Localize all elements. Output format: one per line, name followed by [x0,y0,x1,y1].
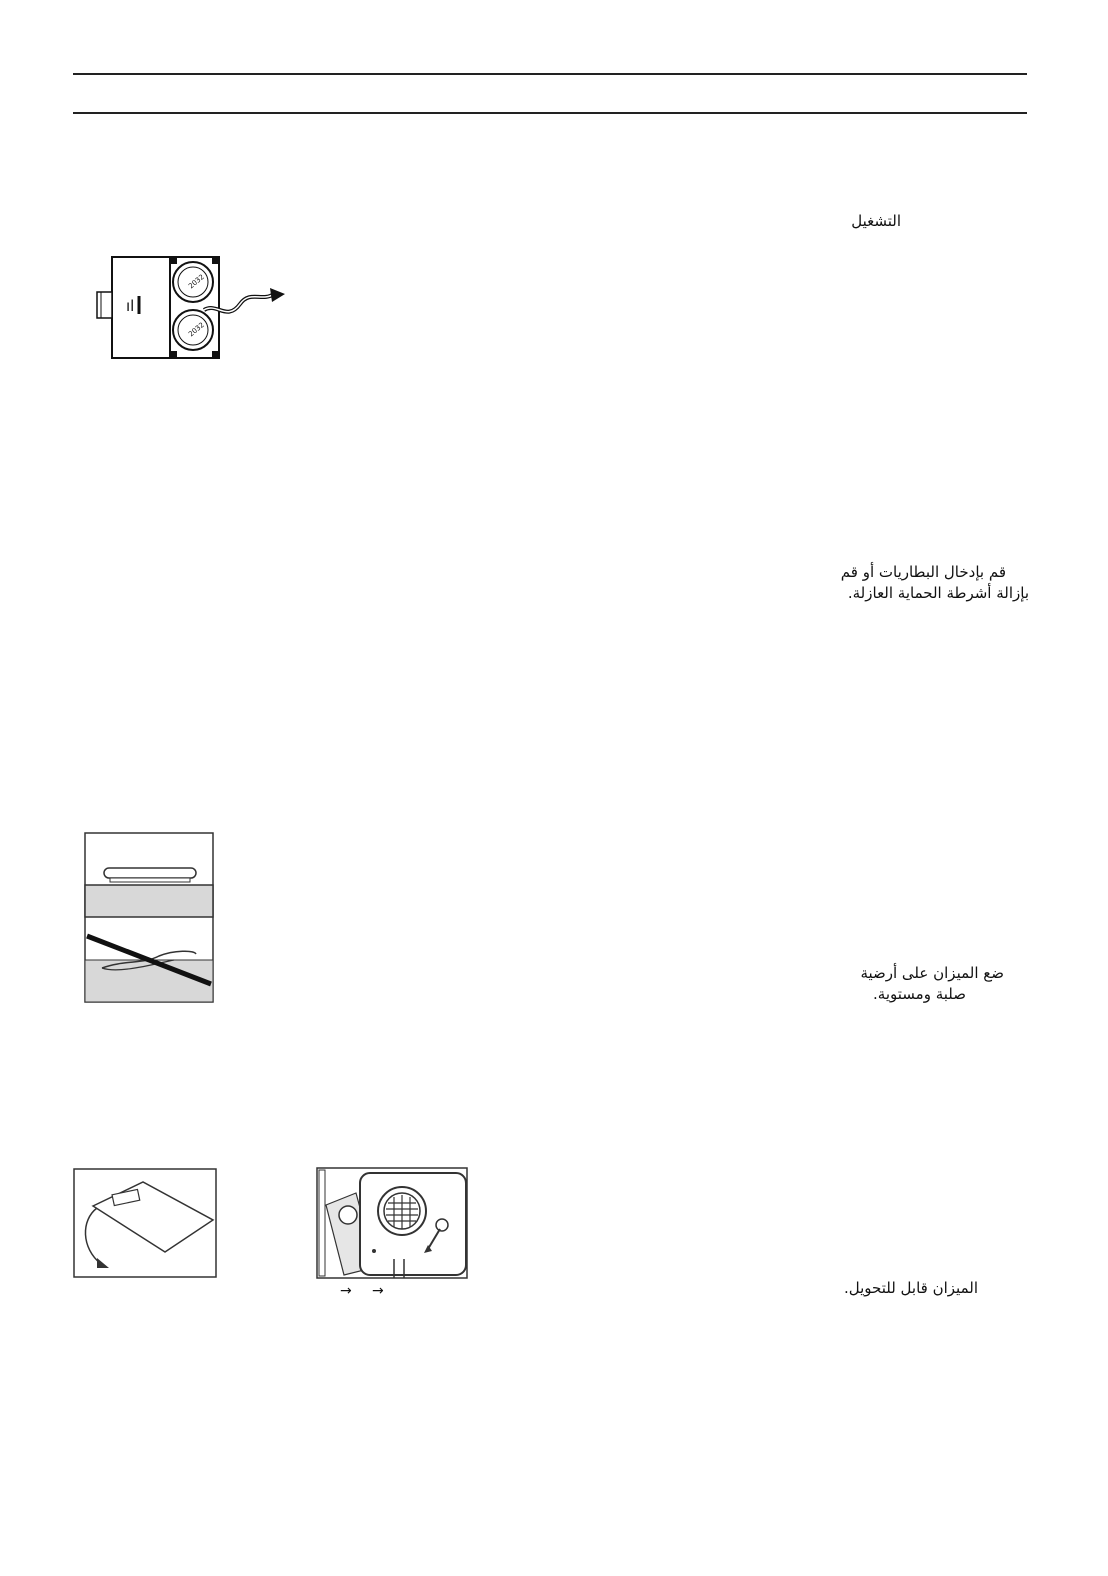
battery-compartment-figure [92,252,292,364]
second-rule [73,112,1027,114]
svg-text:2032: 2032 [187,272,206,291]
scale-tilt-figure [73,1168,219,1280]
step-1-line-1: قم بإدخال البطاريات أو قم [840,563,1006,581]
step-2-line-1: ضع الميزان على أرضية [860,964,1004,982]
svg-text:2032: 2032 [187,320,206,339]
arrow-2: → [372,1283,384,1299]
svg-text:ıl: ıl [126,297,135,315]
unit-switch-figure [316,1167,470,1283]
top-rule [73,73,1027,75]
step-1-line-2: بإزالة أشرطة الحماية العازلة. [847,584,1029,602]
section-heading: التشغيل [851,212,901,230]
step-3-text: الميزان قابل للتحويل. [843,1279,978,1297]
floor-placement-figure [84,832,216,1004]
step-1-text [841,562,1029,604]
conversion-arrows [340,1283,400,1303]
step-2-text [860,963,1004,1005]
arrow-1: → [340,1283,352,1299]
step-2-line-2: صلبة ومستوية. [873,985,966,1003]
